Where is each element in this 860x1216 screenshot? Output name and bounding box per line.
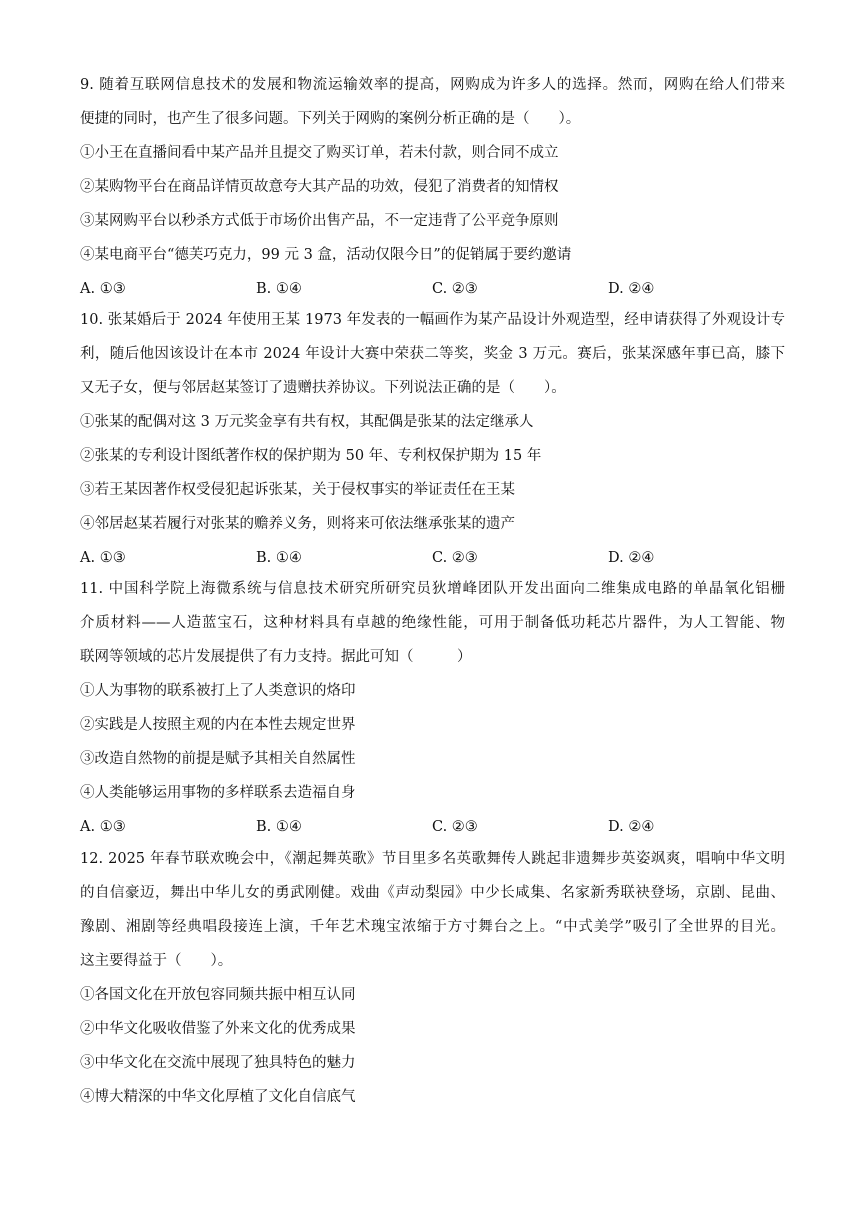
statement-1: ①张某的配偶对这 3 万元奖金享有共有权，其配偶是张某的法定继承人 xyxy=(80,414,534,430)
answer-options xyxy=(80,541,785,575)
question-stem-line: 利，随后他因该设计在本市 2024 年设计大赛中荣获二等奖，奖金 3 万元。赛后，张某深感年事已高，膝下 xyxy=(80,346,785,362)
question-stem-line: 11. 中国科学院上海微系统与信息技术研究所研究员狄增峰团队开发出面向二维集成电路的单晶氧化铝栅 xyxy=(80,581,785,597)
question-12 xyxy=(80,842,785,1114)
statement-4: ④某电商平台“德芙巧克力，99 元 3 盒，活动仅限今日”的促销属于要约邀请 xyxy=(80,247,572,263)
question-10 xyxy=(80,303,785,575)
question-stem-line: 便捷的同时，也产生了很多问题。下列关于网购的案例分析正确的是（ ）。 xyxy=(80,111,581,127)
statement-2: ②某购物平台在商品详情页故意夸大其产品的功效，侵犯了消费者的知情权 xyxy=(80,179,559,195)
option-c: C. ②③ xyxy=(432,550,478,566)
option-d: D. ②④ xyxy=(608,550,655,566)
option-b: B. ①④ xyxy=(256,281,302,297)
option-a: A. ①③ xyxy=(80,281,126,297)
option-b: B. ①④ xyxy=(256,819,302,835)
statement-1: ①人为事物的联系被打上了人类意识的烙印 xyxy=(80,683,356,699)
statement-3: ③若王某因著作权受侵犯起诉张某，关于侵权事实的举证责任在王某 xyxy=(80,482,515,498)
answer-options xyxy=(80,810,785,844)
statement-4: ④人类能够运用事物的多样联系去造福自身 xyxy=(80,785,356,801)
question-stem-line: 10. 张某婚后于 2024 年使用王某 1973 年发表的一幅画作为某产品设计外观造型，经申请获得了外观设计专 xyxy=(80,312,785,328)
statement-1: ①小王在直播间看中某产品并且提交了购买订单，若未付款，则合同不成立 xyxy=(80,145,559,161)
option-c: C. ②③ xyxy=(432,819,478,835)
option-a: A. ①③ xyxy=(80,550,126,566)
question-stem-line: 介质材料——人造蓝宝石，这种材料具有卓越的绝缘性能，可用于制备低功耗芯片器件，为人工智能、物 xyxy=(80,615,785,631)
statement-2: ②张某的专利设计图纸著作权的保护期为 50 年、专利权保护期为 15 年 xyxy=(80,448,542,464)
question-stem-line: 豫剧、湘剧等经典唱段接连上演，千年艺术瑰宝浓缩于方寸舞台之上。“中式美学”吸引了全世界的目光。 xyxy=(80,919,785,935)
option-a: A. ①③ xyxy=(80,819,126,835)
statement-2: ②中华文化吸收借鉴了外来文化的优秀成果 xyxy=(80,1021,356,1037)
statement-4: ④邻居赵某若履行对张某的赡养义务，则将来可依法继承张某的遗产 xyxy=(80,516,515,532)
answer-options xyxy=(80,272,785,306)
question-stem-line: 联网等领域的芯片发展提供了有力支持。据此可知（ ） xyxy=(80,649,472,665)
question-11 xyxy=(80,572,785,844)
statement-3: ③改造自然物的前提是赋予其相关自然属性 xyxy=(80,751,356,767)
option-c: C. ②③ xyxy=(432,281,478,297)
question-stem-line: 9. 随着互联网信息技术的发展和物流运输效率的提高，网购成为许多人的选择。然而，网购在给人们带来 xyxy=(80,77,785,93)
option-b: B. ①④ xyxy=(256,550,302,566)
question-stem-line: 的自信豪迈，舞出中华儿女的勇武刚健。戏曲《声动梨园》中少长咸集、名家新秀联袂登场，京剧、昆曲、 xyxy=(80,885,785,901)
question-stem-line: 12. 2025 年春节联欢晚会中，《潮起舞英歌》节目里多名英歌舞传人跳起非遗舞步英姿飒爽，唱响中华文明 xyxy=(80,851,785,867)
question-stem-line: 又无子女，便与邻居赵某签订了遗赠扶养协议。下列说法正确的是（ ）。 xyxy=(80,380,566,396)
option-d: D. ②④ xyxy=(608,281,655,297)
statement-3: ③某网购平台以秒杀方式低于市场价出售产品，不一定违背了公平竞争原则 xyxy=(80,213,559,229)
statement-1: ①各国文化在开放包容同频共振中相互认同 xyxy=(80,987,356,1003)
question-9 xyxy=(80,68,785,306)
question-stem-line: 这主要得益于（ ）。 xyxy=(80,953,233,969)
statement-4: ④博大精深的中华文化厚植了文化自信底气 xyxy=(80,1089,356,1105)
statement-3: ③中华文化在交流中展现了独具特色的魅力 xyxy=(80,1055,356,1071)
statement-2: ②实践是人按照主观的内在本性去规定世界 xyxy=(80,717,356,733)
option-d: D. ②④ xyxy=(608,819,655,835)
